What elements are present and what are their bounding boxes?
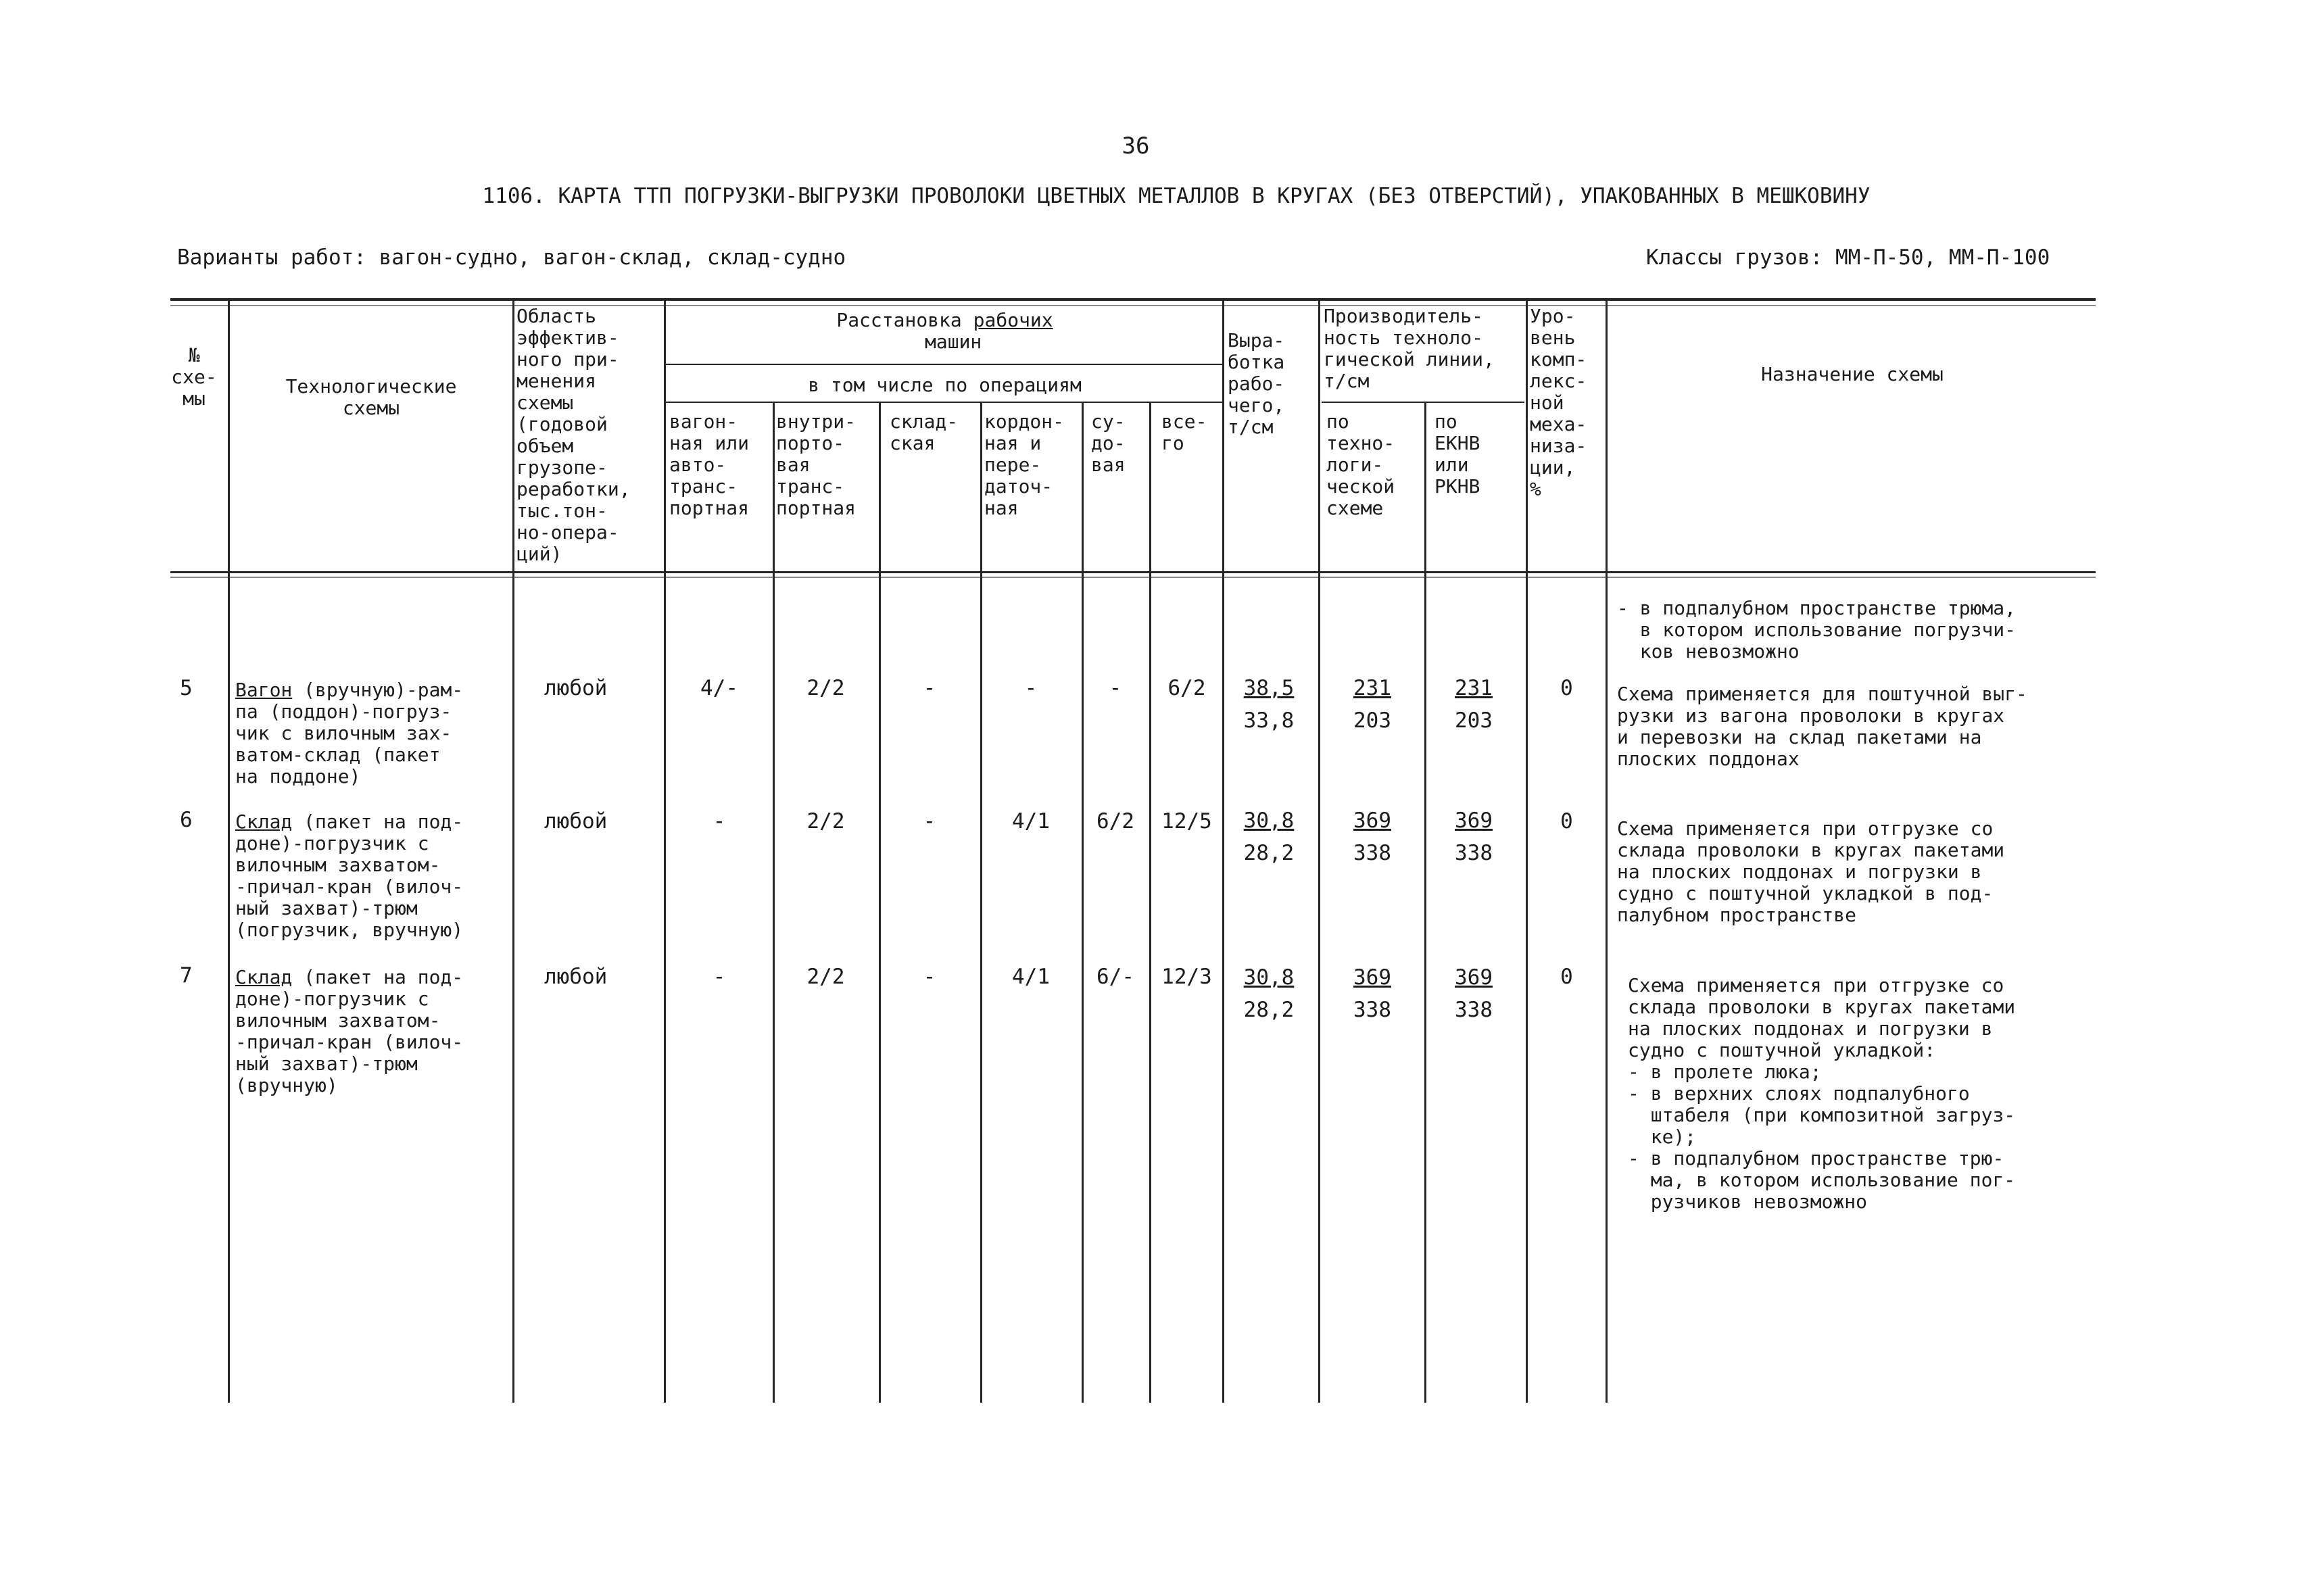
col-divider-area — [664, 299, 666, 1403]
scheme-purpose: Схема применяется для поштучной выг- рузки из вагона проволоки в кругах и перевозки на склад пакетами на плоских поддонах — [1617, 683, 2027, 770]
header-output: Выра- ботка рабо- чего, т/см — [1228, 329, 1285, 438]
warehouse-ops: - — [923, 809, 936, 833]
output-bottom: 28,2 — [1243, 841, 1295, 865]
worker-output — [1238, 672, 1299, 737]
header-wagon: вагон- ная или авто- транс- портная — [669, 410, 750, 519]
col-divider-inner — [879, 403, 881, 1403]
inner-transport-ops: 2/2 — [806, 676, 845, 700]
header-mechanization: Уро- вень комп- лекс- ной меха- низа- ции, % — [1530, 305, 1587, 500]
header-placement-b: рабочих — [973, 309, 1053, 331]
header-inner: внутри- порто- вая транс- портная — [776, 410, 857, 519]
output-bottom: 28,2 — [1243, 998, 1295, 1022]
tech-scheme-head: Склад — [235, 811, 293, 833]
header-bottom-rule-shadow — [170, 577, 2096, 578]
productivity-tech-bottom: 203 — [1353, 708, 1391, 733]
cordon-ops: 4/1 — [1012, 809, 1050, 833]
ship-ops: 6/2 — [1096, 809, 1134, 833]
header-purpose: Назначение схемы — [1761, 363, 1944, 385]
total-workers: 6/2 — [1167, 676, 1206, 700]
header-by-eknv: по ЕКНВ или РКНВ — [1434, 410, 1480, 498]
mechanization-level: 0 — [1560, 809, 1573, 833]
worker-output — [1238, 961, 1299, 1026]
scheme-number: 6 — [180, 808, 193, 832]
tech-scheme-rest: (вручную)-рам- па (поддон)-погруз- чик с вилочным зах- ватом-склад (пакет на поддоне) — [235, 679, 464, 788]
header-placement-a: Расстановка — [836, 309, 973, 331]
header-total: все- го — [1161, 410, 1207, 454]
application-area: любой — [544, 809, 608, 833]
header-by-tech-scheme: по техно- логи- ческой схеме — [1326, 410, 1395, 519]
warehouse-ops: - — [923, 965, 936, 989]
productivity-tech-top: 231 — [1353, 676, 1391, 700]
ship-ops: 6/- — [1096, 965, 1134, 989]
warehouse-ops: - — [923, 676, 936, 700]
page-number: 36 — [1121, 132, 1150, 160]
inner-transport-ops: 2/2 — [806, 809, 845, 833]
ship-ops: - — [1109, 676, 1122, 700]
wagon-ops: - — [713, 809, 726, 833]
cordon-ops: - — [1024, 676, 1038, 700]
mechanization-level: 0 — [1560, 676, 1573, 700]
header-bottom-rule — [170, 571, 2096, 573]
productivity-eknv-bottom: 338 — [1455, 841, 1493, 865]
col-divider-output — [1318, 299, 1320, 1403]
output-top: 38,5 — [1243, 676, 1295, 700]
table-top-rule-shadow — [170, 305, 2096, 306]
productivity-eknv-top: 369 — [1455, 808, 1493, 833]
productivity-sub-rule — [1322, 402, 1524, 403]
col-divider-warehouse — [980, 403, 982, 1403]
tech-scheme-head: Вагон — [235, 679, 293, 701]
tech-scheme — [235, 679, 463, 788]
cordon-ops: 4/1 — [1012, 965, 1050, 989]
productivity-tech-top: 369 — [1353, 808, 1391, 833]
document-title: 1106. КАРТА ТТП ПОГРУЗКИ-ВЫГРУЗКИ ПРОВОЛОКИ ЦВЕТНЫХ МЕТАЛЛОВ В КРУГАХ (БЕЗ ОТВЕРСТИЙ), УПАКОВАННЫХ В МЕШКОВИНУ — [482, 184, 1871, 208]
header-ship: су- до- вая — [1091, 410, 1126, 476]
placement-sub-rule — [666, 364, 1224, 365]
col-divider-eknv — [1526, 299, 1528, 1403]
productivity-eknv — [1443, 961, 1504, 1026]
productivity-eknv — [1443, 804, 1504, 869]
productivity-eknv — [1443, 672, 1504, 737]
output-bottom: 33,8 — [1243, 708, 1295, 733]
header-by-operations: в том числе по операциям — [808, 374, 1082, 396]
header-cordon: кордон- ная и пере- даточ- ная — [984, 410, 1065, 519]
wagon-ops: - — [713, 965, 726, 989]
ops-sub-rule — [666, 402, 1224, 403]
productivity-eknv-bottom: 338 — [1455, 998, 1493, 1022]
scheme-purpose: Схема применяется при отгрузке со склада проволоки в кругах пакетами на плоских поддонах и погрузки в судно с поштучной укладкой: - в пролете люка; - в верхних слоях подпалубного штабеля (при композитной загруз- ке); - в подпалубном пространстве трю- ма, в котором использование пог- рузчиков невозможно — [1628, 974, 2016, 1213]
output-top: 30,8 — [1243, 965, 1295, 990]
col-divider-mech — [1606, 299, 1608, 1403]
col-divider-prod — [1424, 403, 1426, 1403]
productivity-tech — [1342, 672, 1403, 737]
header-scheme-number: № схе- мы — [171, 344, 217, 410]
col-divider-tech — [512, 299, 514, 1403]
tech-scheme-head: Склад — [235, 966, 293, 988]
inner-transport-ops: 2/2 — [806, 965, 845, 989]
total-workers: 12/5 — [1161, 809, 1212, 833]
productivity-tech-bottom: 338 — [1353, 841, 1391, 865]
col-divider-cordon — [1082, 403, 1084, 1403]
header-placement — [666, 310, 1224, 331]
productivity-tech — [1342, 804, 1403, 869]
tech-scheme — [235, 811, 463, 941]
productivity-tech-top: 369 — [1353, 965, 1391, 990]
header-placement-machines: машин — [925, 331, 982, 353]
productivity-tech-bottom: 338 — [1353, 998, 1391, 1022]
col-divider-num — [228, 299, 230, 1403]
productivity-eknv-top: 369 — [1455, 965, 1493, 990]
scheme-purpose: Схема применяется при отгрузке со склада проволоки в кругах пакетами на плоских поддонах и погрузки в судно с поштучной укладкой в под- палубном пространстве — [1617, 817, 2005, 926]
col-divider-total — [1222, 299, 1224, 1403]
mechanization-level: 0 — [1560, 965, 1573, 989]
scheme-number: 5 — [180, 676, 193, 700]
productivity-eknv-top: 231 — [1455, 676, 1493, 700]
table-top-rule — [170, 298, 2096, 301]
cargo-classes: Классы грузов: ММ-П-50, ММ-П-100 — [1646, 245, 2050, 270]
header-tech-schemes: Технологические схемы — [285, 375, 457, 419]
application-area: любой — [544, 965, 608, 989]
scheme-number: 7 — [180, 963, 193, 988]
col-divider-wagon — [773, 403, 775, 1403]
application-area: любой — [544, 676, 608, 700]
purpose-pre-note: - в подпалубном пространстве трюма, в котором использование погрузчи- ков невозможно — [1617, 597, 2017, 662]
col-divider-ship — [1149, 403, 1151, 1403]
work-variants: Варианты работ: вагон-судно, вагон-склад, склад-судно — [177, 245, 846, 270]
wagon-ops: 4/- — [700, 676, 738, 700]
tech-scheme-rest: (пакет на под- доне)-погрузчик с вилочным захватом- -причал-кран (вилоч- ный захват)-трюм (погрузчик, вручную) — [235, 811, 464, 941]
productivity-eknv-bottom: 203 — [1455, 708, 1493, 733]
worker-output — [1238, 804, 1299, 869]
output-top: 30,8 — [1243, 808, 1295, 833]
header-productivity: Производитель- ность техноло- гической линии, т/см — [1324, 305, 1495, 392]
header-warehouse: склад- ская — [890, 410, 959, 454]
header-application-area: Область эффектив- ного при- менения схемы (годовой объем грузопе- реработки, тыс.тон- но-опера- ций) — [516, 305, 631, 565]
productivity-tech — [1342, 961, 1403, 1026]
tech-scheme-rest: (пакет на под- доне)-погрузчик с вилочным захватом- -причал-кран (вилоч- ный захват)-трюм (вручную) — [235, 966, 464, 1096]
tech-scheme — [235, 967, 463, 1096]
total-workers: 12/3 — [1161, 965, 1212, 989]
